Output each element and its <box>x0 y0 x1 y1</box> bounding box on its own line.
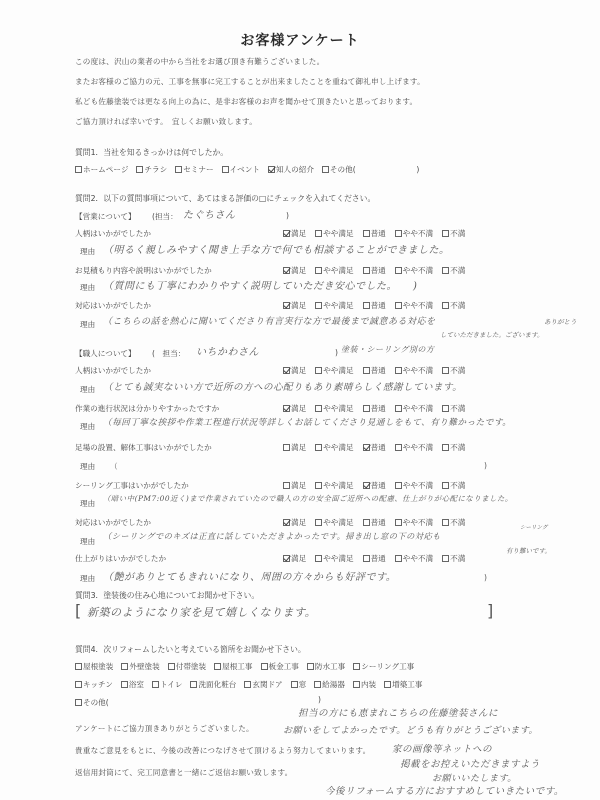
rating-somewhat-dissatisfied[interactable]: やや不満 <box>395 517 433 528</box>
reason-label: 理由 <box>80 283 96 292</box>
q4-options-row2 <box>75 679 431 690</box>
rating-somewhat-dissatisfied[interactable]: やや不満 <box>395 553 433 564</box>
craftsmen-reason-response-note: シーリング <box>520 525 548 531</box>
reason-label: 理由 <box>80 422 96 431</box>
q4-option[interactable]: 玄関ドア <box>244 679 282 690</box>
rating-somewhat-dissatisfied[interactable]: やや不満 <box>395 365 433 376</box>
sales-staff-label: (担当： <box>152 212 178 221</box>
checkbox[interactable] <box>363 519 370 526</box>
craftsmen-staff-label: ( 担当： <box>152 349 186 358</box>
checkbox[interactable] <box>214 663 221 670</box>
q1-option-homepage[interactable]: ホームページ <box>75 164 128 175</box>
q4-options-row1 <box>75 661 422 672</box>
craftsmen-rating-personality <box>283 365 474 376</box>
craftsmen-q-finish: 仕上がりはいかがでしたか <box>75 554 167 563</box>
handwritten-comment-3: 家の画像等ネットへの <box>392 744 493 755</box>
craftsmen-q-response: 対応はいかがでしたか <box>75 518 151 527</box>
craftsmen-header: 【職人について】 <box>75 349 136 358</box>
page-title: お客様アンケート <box>240 33 360 49</box>
checkbox[interactable] <box>442 367 449 374</box>
q3-answer: 新築のようになり家を見て嬉しくなります。 <box>87 606 317 619</box>
checkbox-checked[interactable] <box>268 166 275 173</box>
craftsmen-reason-sealing: （暗い中(PM7:00近く)まで作業されていたので職人の方の安全面ご近所への配慮、仕上がりが心配になりました。 <box>103 494 513 503</box>
rating-somewhat-dissatisfied[interactable]: やや不満 <box>395 403 433 414</box>
craftsmen-reason-personality: （とても誠実ないい方で近所の方への心配りもあり素晴らしく感謝しています。 <box>103 382 463 393</box>
checkbox[interactable] <box>395 555 402 562</box>
rating-dissatisfied[interactable]: 不満 <box>442 228 465 239</box>
sales-staff-close: ) <box>286 211 289 220</box>
sales-reason-response-extra2: していただきました。ございます。 <box>440 331 544 339</box>
checkbox[interactable] <box>315 367 322 374</box>
handwritten-comment-2: お願いをしてよかったです。どうも有りがとうございます。 <box>283 726 539 736</box>
checkbox[interactable] <box>442 267 449 274</box>
checkbox[interactable] <box>353 681 360 688</box>
closing-line-1: アンケートにご協力頂きありがとうございました。 <box>75 724 254 733</box>
checkbox[interactable] <box>261 663 268 670</box>
rating-neutral[interactable]: 普通 <box>363 517 386 528</box>
checkbox[interactable] <box>322 166 329 173</box>
rating-somewhat-dissatisfied[interactable]: やや不満 <box>395 228 433 239</box>
closing-line-3: 返信用封筒にて、完工同意書と一緒にご返信お願い致します。 <box>75 768 293 777</box>
handwritten-comment-1: 担当の方にも恵まれこちらの佐藤塗装さんに <box>298 708 499 719</box>
closing-line-2: 貴重なご意見をもとに、今後の改善につなげさせて頂けるよう努力してまいります。 <box>75 746 371 755</box>
handwritten-comment-5: お願いいたします。 <box>432 774 517 784</box>
checkbox[interactable] <box>315 555 322 562</box>
rating-neutral[interactable]: 普通 <box>363 553 386 564</box>
craftsmen-reason-scaffolding: （ <box>110 462 118 471</box>
bracket-close: ] <box>487 601 494 620</box>
checkbox[interactable] <box>315 405 322 412</box>
q4-other-close: ) <box>318 695 321 704</box>
intro-line-3: 私ども佐藤塗装では更なる向上の為に、是非お客様のお声を聞かせて頂きたいと思っております。 <box>75 97 418 106</box>
checkbox[interactable] <box>442 519 449 526</box>
intro-line-4: ご協力頂ければ幸いです。 宜しくお願い致します。 <box>75 117 258 126</box>
intro-line-1: この度は、沢山の業者の中から当社をお選び頂き有難うございました。 <box>75 57 325 66</box>
checkbox[interactable] <box>244 681 251 688</box>
checkbox[interactable] <box>136 166 143 173</box>
checkbox-checked[interactable] <box>363 482 370 489</box>
bracket-open: [ <box>75 601 82 620</box>
sales-reason-response: （こちらの話を熱心に聞いてくださり有言実行な方で最後まで誠意ある対応を <box>103 317 436 327</box>
checkbox-checked[interactable] <box>283 555 290 562</box>
sales-header: 【営業について】 <box>75 212 136 221</box>
checkbox[interactable] <box>442 405 449 412</box>
q2-question: 質問2．以下の質問事項について、あてはまる評価の□にチェックを入れてください。 <box>75 194 376 203</box>
q1-question: 質問1．当社を知るきっかけは何でしたか。 <box>75 148 229 157</box>
rating-dissatisfied[interactable]: 不満 <box>442 265 465 276</box>
sales-staff-name: たぐちさん <box>183 210 236 221</box>
rating-satisfied[interactable]: 満足 <box>283 300 306 311</box>
q4-option[interactable]: 洗面化粧台 <box>190 679 236 690</box>
q4-option[interactable]: トイレ <box>152 679 182 690</box>
q1-option-seminar[interactable]: セミナー <box>175 164 213 175</box>
rating-dissatisfied[interactable]: 不満 <box>442 517 465 528</box>
checkbox-checked[interactable] <box>283 405 290 412</box>
rating-somewhat-satisfied[interactable]: やや満足 <box>315 442 353 453</box>
rating-satisfied[interactable]: 満足 <box>283 265 306 276</box>
rating-somewhat-satisfied[interactable]: やや満足 <box>315 480 353 491</box>
q3-answer-field[interactable] <box>75 601 495 623</box>
reason-label: 理由 <box>80 320 96 329</box>
checkbox[interactable] <box>121 681 128 688</box>
q4-option-other[interactable]: その他( <box>75 697 117 708</box>
checkbox[interactable] <box>175 166 182 173</box>
craftsmen-reason-finish: （艶がありとてもきれいになり、周囲の方々からも好評です。 <box>103 572 397 583</box>
checkbox[interactable] <box>395 519 402 526</box>
rating-dissatisfied[interactable]: 不満 <box>442 480 465 491</box>
checkbox-checked[interactable] <box>283 230 290 237</box>
checkbox[interactable] <box>283 482 290 489</box>
checkbox[interactable] <box>283 444 290 451</box>
rating-neutral[interactable]: 普通 <box>363 480 386 491</box>
rating-somewhat-satisfied[interactable]: やや満足 <box>315 553 353 564</box>
sales-rating-response <box>283 300 474 311</box>
sales-rating-personality <box>283 228 474 239</box>
craftsmen-rating-scaffolding <box>283 442 474 453</box>
checkbox[interactable] <box>315 444 322 451</box>
checkbox[interactable] <box>395 444 402 451</box>
craftsmen-staff-note: 塗装・シーリング別の方 <box>341 345 435 354</box>
reason-label: 理由 <box>80 462 96 471</box>
checkbox[interactable] <box>291 681 298 688</box>
checkbox[interactable] <box>222 166 229 173</box>
rating-satisfied[interactable]: 満足 <box>283 480 306 491</box>
reason-label: 理由 <box>80 537 96 546</box>
sales-q-estimate: お見積もり内容や説明はいかがでしたか <box>75 266 212 275</box>
craftsmen-staff-name: いちかわさん <box>196 347 259 358</box>
rating-somewhat-satisfied[interactable]: やや満足 <box>315 403 353 414</box>
checkbox[interactable] <box>307 663 314 670</box>
reason-label: 理由 <box>80 385 96 394</box>
rating-somewhat-satisfied[interactable]: やや満足 <box>315 228 353 239</box>
craftsmen-q-progress: 作業の進行状況は分かりやすかったですか <box>75 404 220 413</box>
q1-option-referral[interactable]: 知人の紹介 <box>268 164 314 175</box>
rating-dissatisfied[interactable]: 不満 <box>442 442 465 453</box>
craftsmen-rating-progress <box>283 403 474 414</box>
checkbox[interactable] <box>190 681 197 688</box>
rating-dissatisfied[interactable]: 不満 <box>442 300 465 311</box>
checkbox-checked[interactable] <box>283 367 290 374</box>
rating-somewhat-dissatisfied[interactable]: やや不満 <box>395 442 433 453</box>
rating-somewhat-satisfied[interactable]: やや満足 <box>315 365 353 376</box>
q1-option-other[interactable]: その他( ) <box>322 164 419 175</box>
craftsmen-reason-response-extra: 有り難いです。 <box>506 547 551 555</box>
checkbox[interactable] <box>442 555 449 562</box>
checkbox[interactable] <box>442 482 449 489</box>
checkbox[interactable] <box>395 405 402 412</box>
checkbox-checked[interactable] <box>283 267 290 274</box>
checkbox[interactable] <box>363 302 370 309</box>
sales-rating-estimate <box>283 265 474 276</box>
checkbox[interactable] <box>363 555 370 562</box>
checkbox[interactable] <box>395 482 402 489</box>
rating-satisfied[interactable]: 満足 <box>283 228 306 239</box>
rating-satisfied[interactable]: 満足 <box>283 442 306 453</box>
checkbox[interactable] <box>363 367 370 374</box>
checkbox[interactable] <box>442 302 449 309</box>
rating-satisfied[interactable]: 満足 <box>283 403 306 414</box>
checkbox[interactable] <box>395 230 402 237</box>
q4-option[interactable]: 増築工事 <box>384 679 422 690</box>
q1-options <box>75 164 427 175</box>
rating-somewhat-satisfied[interactable]: やや満足 <box>315 265 353 276</box>
craftsmen-rating-response <box>283 517 474 528</box>
craftsmen-reason-progress: （毎回丁寧な挨拶や作業工程進行状況等詳しくお話してくださり見通しをもて、有り難かったです。 <box>103 418 512 428</box>
rating-satisfied[interactable]: 満足 <box>283 365 306 376</box>
checkbox[interactable] <box>442 444 449 451</box>
rating-neutral[interactable]: 普通 <box>363 403 386 414</box>
checkbox-checked[interactable] <box>283 302 290 309</box>
q4-option[interactable]: 屋根塗装 <box>75 661 113 672</box>
reason-label: 理由 <box>80 247 96 256</box>
checkbox[interactable] <box>75 166 82 173</box>
q4-option[interactable]: 浴室 <box>121 679 144 690</box>
rating-neutral[interactable]: 普通 <box>363 300 386 311</box>
rating-dissatisfied[interactable]: 不満 <box>442 403 465 414</box>
craftsmen-rating-finish <box>283 553 474 564</box>
checkbox[interactable] <box>395 367 402 374</box>
rating-dissatisfied[interactable]: 不満 <box>442 365 465 376</box>
rating-satisfied[interactable]: 満足 <box>283 517 306 528</box>
reason-label: 理由 <box>80 499 96 508</box>
checkbox[interactable] <box>363 230 370 237</box>
rating-neutral[interactable]: 普通 <box>363 265 386 276</box>
rating-somewhat-dissatisfied[interactable]: やや不満 <box>395 300 433 311</box>
sales-q-personality: 人柄はいかがでしたか <box>75 229 151 238</box>
checkbox[interactable] <box>363 267 370 274</box>
checkbox[interactable] <box>121 663 128 670</box>
q1-option-event[interactable]: イベント <box>222 164 260 175</box>
checkbox[interactable] <box>315 302 322 309</box>
checkbox[interactable] <box>384 681 391 688</box>
reason-label: 理由 <box>80 574 96 583</box>
craftsmen-reason-response: （シーリングでのキズは正直に話していただきよかったです。掃き出し窓の下の対応も <box>103 531 441 541</box>
checkbox[interactable] <box>315 482 322 489</box>
checkbox[interactable] <box>168 663 175 670</box>
checkbox[interactable] <box>75 699 82 706</box>
checkbox-checked[interactable] <box>363 444 370 451</box>
q4-option[interactable]: 屋根工事 <box>214 661 252 672</box>
craftsmen-reason-scaffolding-close: ) <box>484 461 487 470</box>
craftsmen-q-personality: 人柄はいかがでしたか <box>75 366 151 375</box>
rating-dissatisfied[interactable]: 不満 <box>442 553 465 564</box>
q4-option[interactable]: キッチン <box>75 679 113 690</box>
q4-option[interactable]: 窓 <box>291 679 307 690</box>
q3-question: 質問3．塗装後の住み心地についてお聞かせ下さい。 <box>75 591 260 600</box>
handwritten-comment-4: 掲載をお控えいただきますよう <box>400 759 541 770</box>
checkbox[interactable] <box>152 681 159 688</box>
checkbox[interactable] <box>75 663 82 670</box>
rating-neutral[interactable]: 普通 <box>363 228 386 239</box>
checkbox[interactable] <box>353 663 360 670</box>
sales-reason-personality: （明るく親しみやすく聞き上手な方で何でも相談することができました。 <box>103 245 450 256</box>
intro-line-2: またお客様のご協力の元、工事を無事に完工することが出来ましたことを重ねて御礼申し上げます。 <box>75 77 425 86</box>
checkbox[interactable] <box>75 681 82 688</box>
q4-option[interactable]: 外壁塗装 <box>121 661 159 672</box>
checkbox[interactable] <box>315 519 322 526</box>
sales-reason-estimate: （質問にも丁寧にわかりやすく説明していただき安心でした。 ) <box>103 281 418 292</box>
craftsmen-q-scaffolding: 足場の設置、解体工事はいかがでしたか <box>75 443 212 452</box>
q4-option[interactable]: 防水工事 <box>307 661 345 672</box>
rating-somewhat-dissatisfied[interactable]: やや不満 <box>395 265 433 276</box>
checkbox[interactable] <box>395 302 402 309</box>
rating-somewhat-satisfied[interactable]: やや満足 <box>315 517 353 528</box>
checkbox[interactable] <box>314 681 321 688</box>
rating-somewhat-satisfied[interactable]: やや満足 <box>315 300 353 311</box>
checkbox[interactable] <box>395 267 402 274</box>
craftsmen-reason-finish-close: ) <box>484 573 487 582</box>
handwritten-comment-6: 今後リフォームする方におすすめしていきたいです。 <box>325 786 564 797</box>
checkbox-checked[interactable] <box>283 519 290 526</box>
checkbox[interactable] <box>315 267 322 274</box>
sales-reason-response-extra: ありがとう <box>544 318 577 326</box>
craftsmen-staff-close: ) <box>335 348 338 357</box>
rating-satisfied[interactable]: 満足 <box>283 553 306 564</box>
q4-option[interactable]: シーリング工事 <box>353 661 414 672</box>
checkbox[interactable] <box>363 405 370 412</box>
rating-neutral[interactable]: 普通 <box>363 442 386 453</box>
checkbox[interactable] <box>315 230 322 237</box>
q4-option[interactable]: 給湯器 <box>314 679 345 690</box>
craftsmen-q-sealing: シーリング工事はいかがでしたか <box>75 481 189 490</box>
sales-q-response: 対応はいかがでしたか <box>75 301 151 310</box>
q4-option[interactable]: 内装 <box>353 679 376 690</box>
q1-option-flyer[interactable]: チラシ <box>136 164 167 175</box>
q4-option[interactable]: 板金工事 <box>261 661 299 672</box>
rating-somewhat-dissatisfied[interactable]: やや不満 <box>395 480 433 491</box>
q4-question: 質問4．次リフォームしたいと考えている箇所をお聞かせ下さい。 <box>75 645 306 654</box>
rating-neutral[interactable]: 普通 <box>363 365 386 376</box>
checkbox[interactable] <box>442 230 449 237</box>
craftsmen-rating-sealing <box>283 480 474 491</box>
q4-option[interactable]: 付帯塗装 <box>168 661 206 672</box>
